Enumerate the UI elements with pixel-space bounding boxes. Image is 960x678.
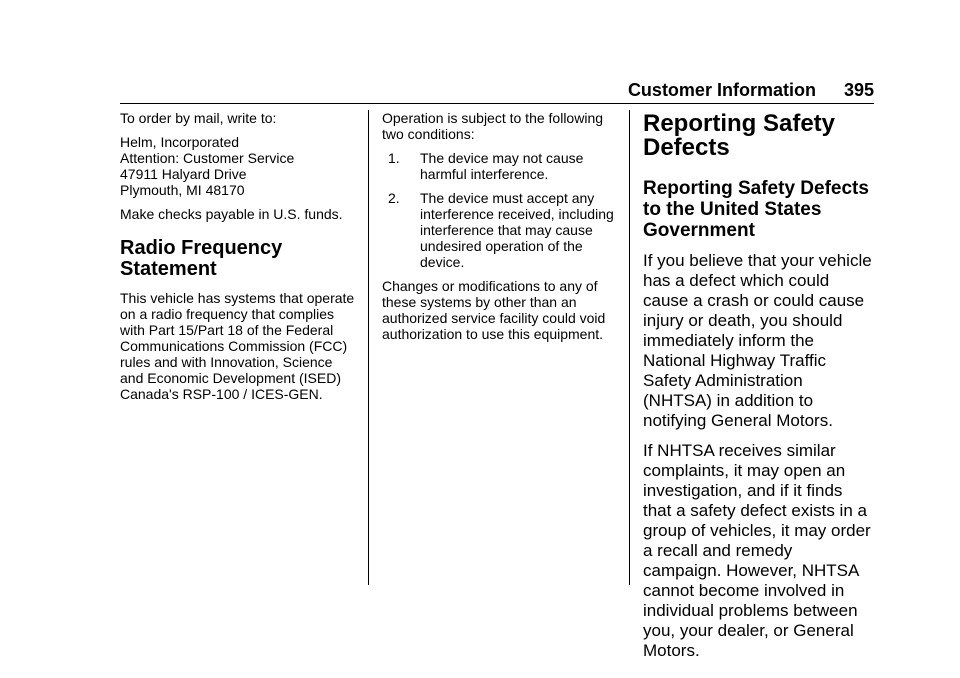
address-line: Attention: Customer Service [120,150,295,166]
column-divider [629,110,630,585]
conditions-intro: Operation is subject to the following two conditions: [382,110,604,142]
column-middle [382,110,616,350]
list-number: 1. [388,150,400,166]
defect-paragraph: If you believe that your vehicle has a defect which could cause a crash or could cause injury or death, you should immediately inform the National Highway Traffic Safety Administration (NHTSA) in addition to notifying General Motors. [643,251,872,430]
rf-heading: Radio Frequency Statement [120,237,283,280]
main-heading: Reporting Safety Defects [643,110,836,161]
conditions-list [382,150,616,270]
list-number: 2. [388,190,400,206]
section-title: Customer Information [627,80,816,100]
address-line: Plymouth, MI 48170 [120,182,245,198]
column-left [120,110,355,410]
column-divider [368,110,369,585]
modifications-note: Changes or modifications to any of these systems by other than an authorized service facility could void authorization to use this equipment. [382,278,606,342]
header-rule [120,103,874,104]
column-right [643,110,875,671]
page-header [120,80,874,101]
list-item [382,190,616,270]
rf-body: This vehicle has systems that operate on a radio frequency that complies with Part 15/Part 18 of the Federal Communications Commission (FCC) rules and with Innovation, Science and Economic Development (ISED) Canada's RSP-100 / ICES-GEN. [120,290,355,402]
list-item [382,150,616,182]
checks-note: Make checks payable in U.S. funds. [120,206,343,222]
address-line: 47911 Halyard Drive [120,166,247,182]
address-line: Helm, Incorporated [120,134,240,150]
nhtsa-paragraph: If NHTSA receives similar complaints, it may open an investigation, and if it finds that a safety defect exists in a group of vehicles, it may order a recall and remedy campaign. However, NHTSA cannot become involved in individual problems between you, your dealer, or General Motors. [643,441,871,660]
page-number: 395 [843,80,874,100]
sub-heading: Reporting Safety Defects to the United States Government [643,178,869,241]
list-text: The device must accept any interference received, including interference that may cause undesired operation of the device. [420,190,614,270]
order-intro: To order by mail, write to: [120,110,277,126]
list-text: The device may not cause harmful interference. [420,150,584,182]
mailing-address [120,134,355,198]
